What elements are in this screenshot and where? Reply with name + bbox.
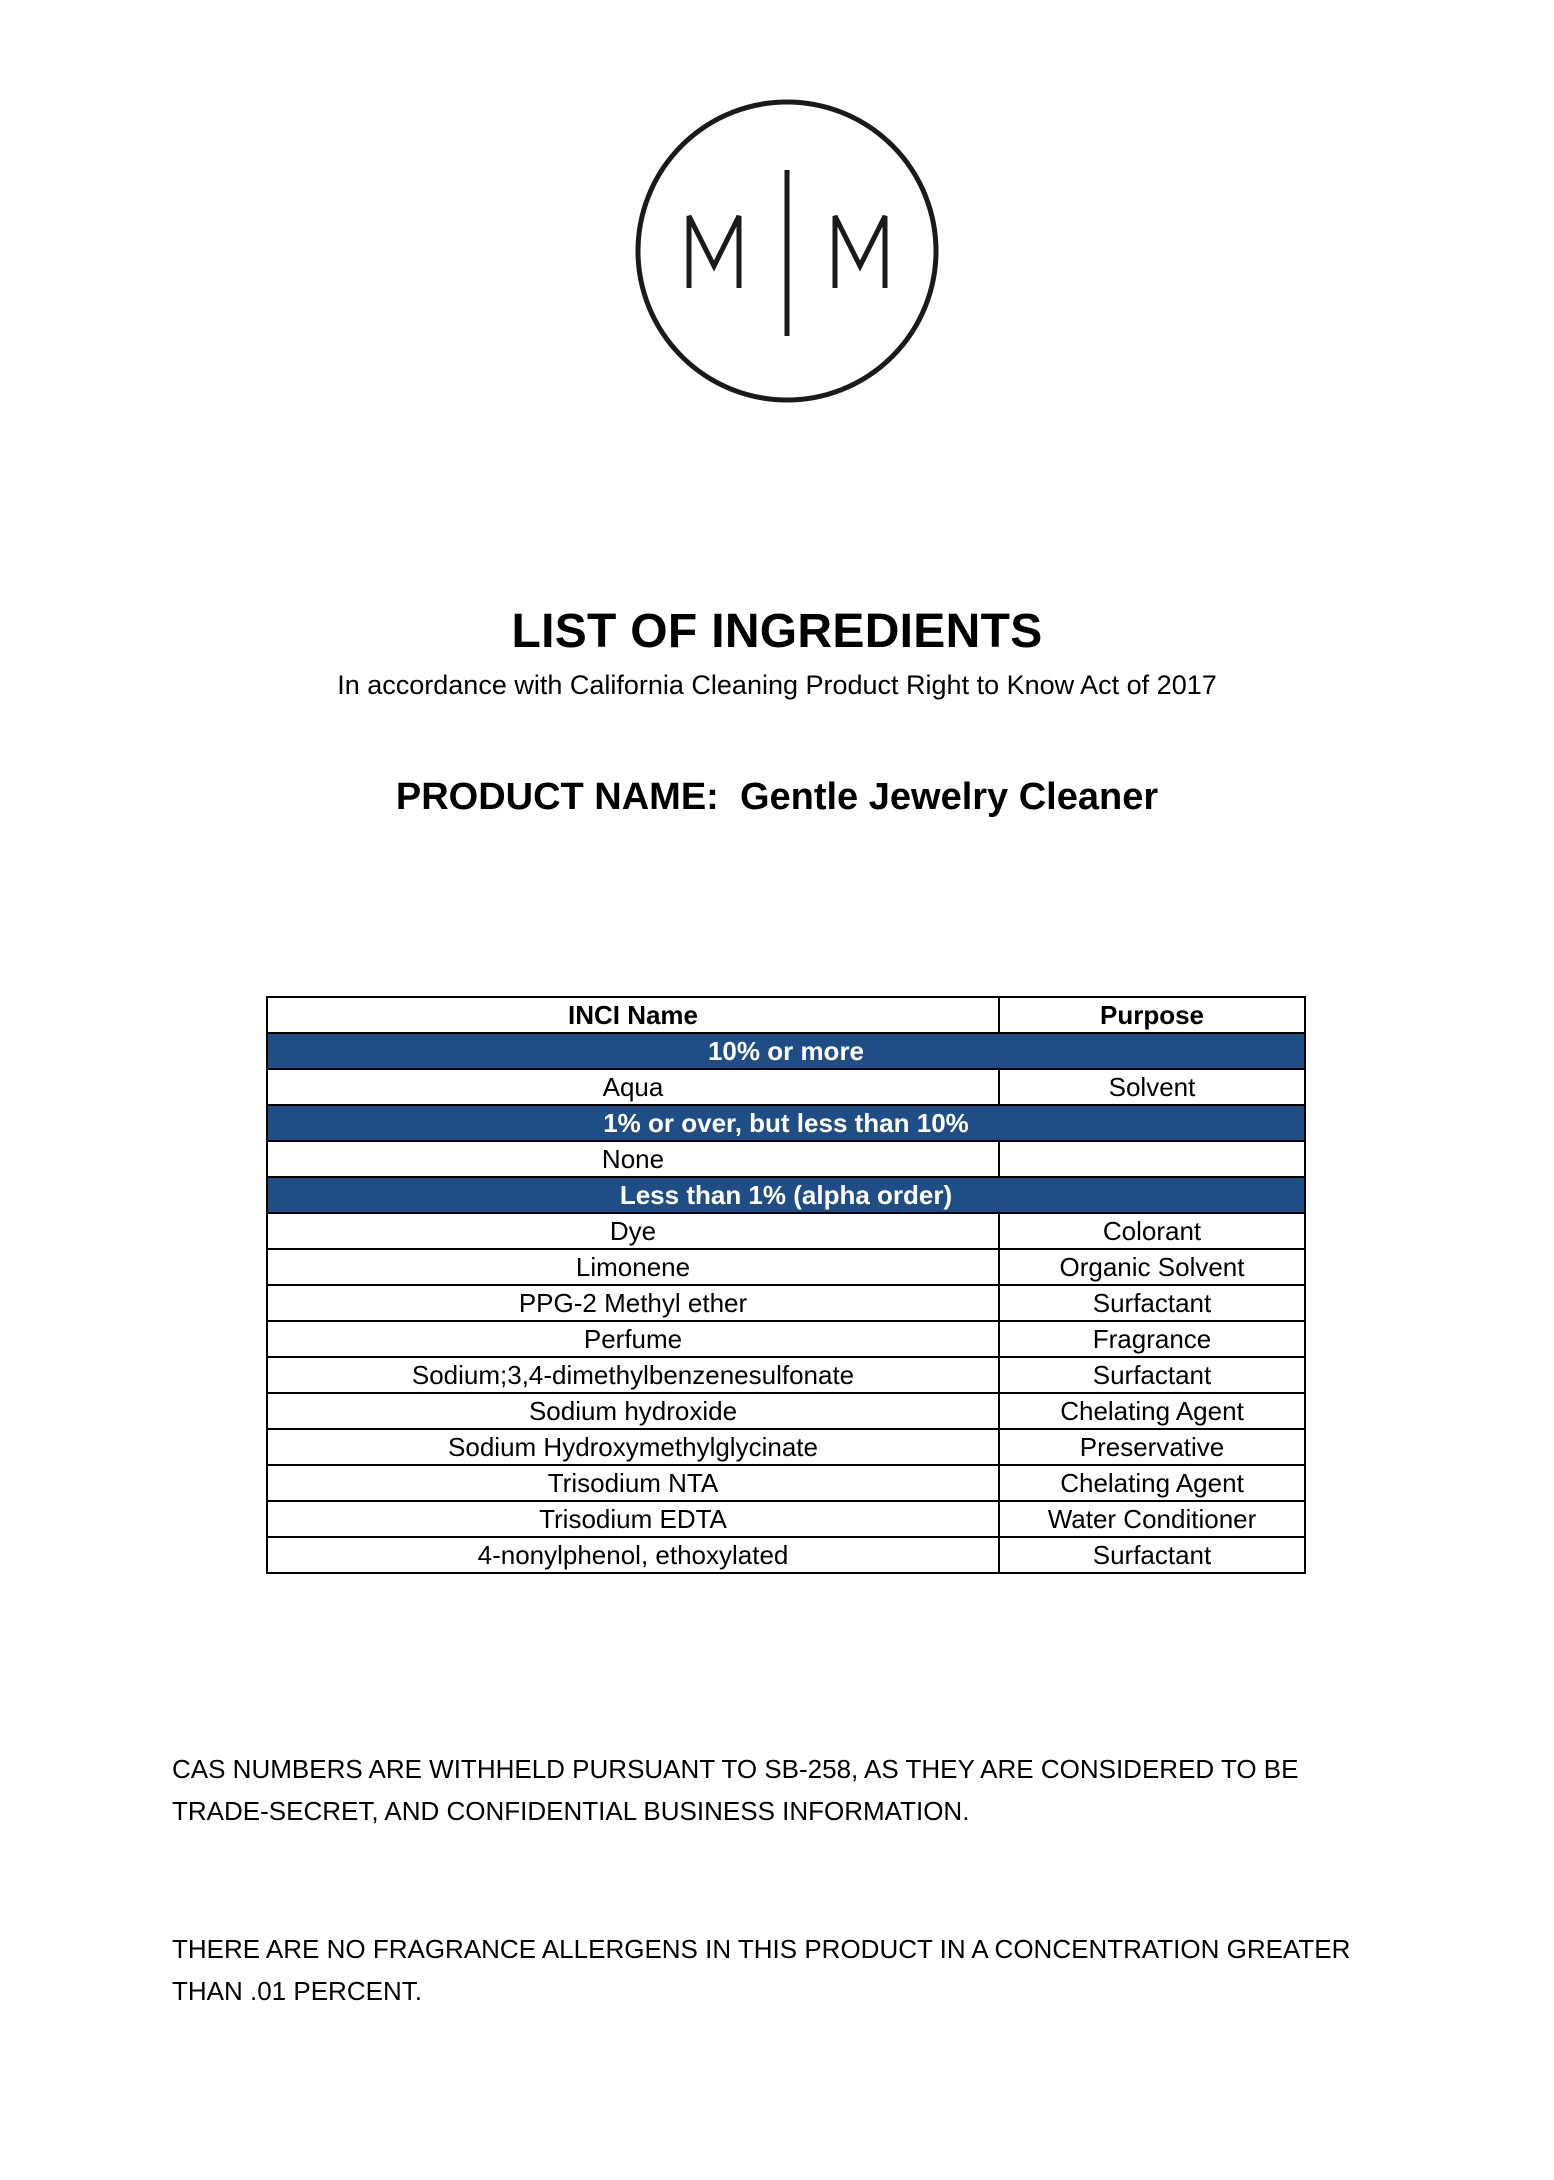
product-name: PRODUCT NAME: Gentle Jewelry Cleaner — [395, 776, 1159, 818]
section-row — [267, 1177, 1305, 1213]
ingredient-purpose: Chelating Agent — [999, 1465, 1305, 1501]
ingredient-name: Trisodium NTA — [267, 1465, 999, 1501]
table-row — [267, 1537, 1305, 1573]
section-row — [267, 1033, 1305, 1069]
ingredient-purpose: Fragrance — [999, 1321, 1305, 1357]
ingredient-purpose — [999, 1141, 1305, 1177]
purpose-header: Purpose — [999, 997, 1305, 1033]
table-row — [267, 1465, 1305, 1501]
table-row — [267, 1501, 1305, 1537]
ingredient-name: Sodium hydroxide — [267, 1393, 999, 1429]
section-label: 1% or over, but less than 10% — [267, 1105, 1305, 1141]
ingredient-name: Trisodium EDTA — [267, 1501, 999, 1537]
ingredient-name: 4-nonylphenol, ethoxylated — [267, 1537, 999, 1573]
allergen-notice: THERE ARE NO FRAGRANCE ALLERGENS IN THIS PRODUCT IN A CONCENTRATION GREATER THAN .01 PERCENT. — [172, 1934, 1351, 2006]
table-row — [267, 1213, 1305, 1249]
ingredient-name: Sodium Hydroxymethylglycinate — [267, 1429, 999, 1465]
table-body — [267, 1033, 1305, 1573]
section-label: Less than 1% (alpha order) — [267, 1177, 1305, 1213]
table-row — [267, 1429, 1305, 1465]
table-row — [267, 1285, 1305, 1321]
ingredient-purpose: Solvent — [999, 1069, 1305, 1105]
ingredient-purpose: Surfactant — [999, 1357, 1305, 1393]
ingredient-purpose: Chelating Agent — [999, 1393, 1305, 1429]
ingredient-name: PPG-2 Methyl ether — [267, 1285, 999, 1321]
table-header-row — [267, 997, 1305, 1033]
section-row — [267, 1105, 1305, 1141]
table-row — [267, 1069, 1305, 1105]
ingredient-purpose: Surfactant — [999, 1285, 1305, 1321]
ingredient-name: Sodium;3,4-dimethylbenzenesulfonate — [267, 1357, 999, 1393]
table-row — [267, 1141, 1305, 1177]
document-title: LIST OF INGREDIENTS — [511, 605, 1043, 658]
table-row — [267, 1393, 1305, 1429]
ingredient-purpose: Organic Solvent — [999, 1249, 1305, 1285]
ingredient-purpose: Colorant — [999, 1213, 1305, 1249]
table-row — [267, 1249, 1305, 1285]
ingredient-name: None — [267, 1141, 999, 1177]
table-row — [267, 1321, 1305, 1357]
ingredient-name: Perfume — [267, 1321, 999, 1357]
ingredient-name: Limonene — [267, 1249, 999, 1285]
section-label: 10% or more — [267, 1033, 1305, 1069]
ingredient-name: Aqua — [267, 1069, 999, 1105]
inci-name-header: INCI Name — [267, 997, 999, 1033]
ingredient-purpose: Preservative — [999, 1429, 1305, 1465]
ingredient-purpose: Surfactant — [999, 1537, 1305, 1573]
ingredient-name: Dye — [267, 1213, 999, 1249]
ingredient-purpose: Water Conditioner — [999, 1501, 1305, 1537]
cas-notice: CAS NUMBERS ARE WITHHELD PURSUANT TO SB-258, AS THEY ARE CONSIDERED TO BE TRADE-SECRET, AND CONFIDENTIAL BUSINESS INFORMATION. — [172, 1754, 1299, 1826]
document-subtitle: In accordance with California Cleaning Product Right to Know Act of 2017 — [337, 670, 1217, 700]
brand-logo — [634, 98, 940, 404]
ingredients-table — [266, 996, 1306, 1574]
table-row — [267, 1357, 1305, 1393]
